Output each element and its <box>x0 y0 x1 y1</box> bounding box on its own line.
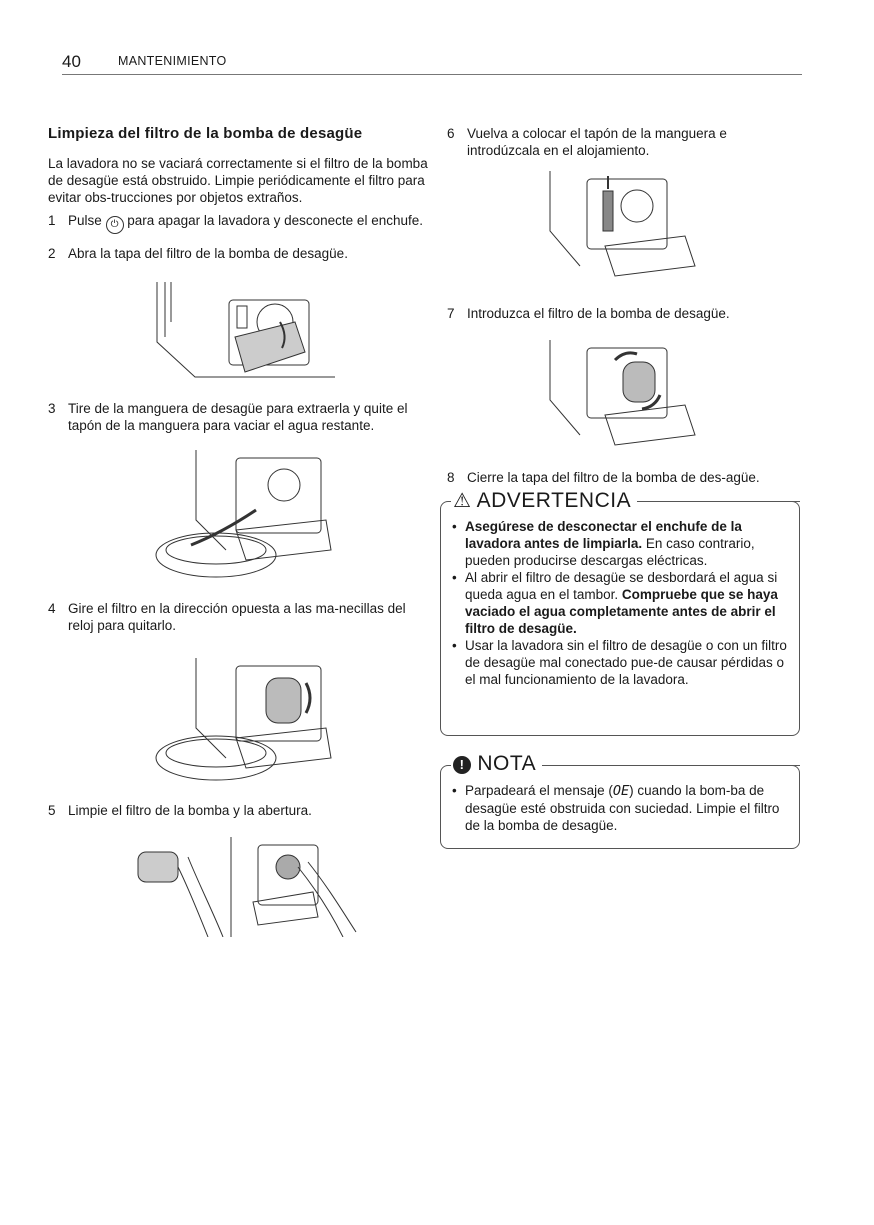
figure-insert-filter <box>545 340 705 455</box>
warning-title: ADVERTENCIA <box>476 489 632 512</box>
right-column <box>447 125 797 486</box>
intro-paragraph: La lavadora no se vaciará correctamente si el filtro de la bomba de desagüe está obstruido. Limpie periódicamente el filtro para evitar obs-trucciones por objetos extraños. <box>48 156 428 205</box>
step-number: 8 <box>447 470 455 485</box>
figure-reinsert-hose <box>545 171 705 291</box>
note-box <box>440 752 800 849</box>
page-number: 40 <box>62 52 81 71</box>
step-text: Gire el filtro en la dirección opuesta a las ma-necillas del reloj para quitarlo. <box>68 601 406 633</box>
step-number: 7 <box>447 306 455 321</box>
step-6 <box>447 125 797 159</box>
section-title: MANTENIMIENTO <box>118 54 227 68</box>
step-2 <box>48 245 430 262</box>
step-text: Limpie el filtro de la bomba y la abertura. <box>68 803 312 818</box>
step-text: Tire de la manguera de desagüe para extraerla y quite el tapón de la manguera para vaciar el agua restante. <box>68 401 408 433</box>
warning-list <box>441 518 799 688</box>
power-icon: ⏻ <box>106 216 124 234</box>
step-text: Pulse <box>68 213 106 228</box>
step-4 <box>48 600 430 634</box>
step-5 <box>48 802 430 819</box>
section-heading: Limpieza del filtro de la bomba de desagüe <box>48 125 363 142</box>
error-code: OE <box>612 783 630 799</box>
figure-clean-filter <box>128 837 378 937</box>
step-3 <box>48 400 430 434</box>
page-header <box>62 52 802 75</box>
figure-open-cover <box>155 282 355 382</box>
note-item: • Parpadeará el mensaje (OE) cuando la bom-ba de desagüe esté obstruida con suciedad. Limpie el filtro de la bomba de desagüe. <box>465 782 789 834</box>
step-number: 3 <box>48 401 56 416</box>
warning-icon: ⚠ <box>453 490 472 512</box>
step-text: para apagar la lavadora y desconecte el enchufe. <box>123 213 423 228</box>
step-8 <box>447 469 797 486</box>
step-number: 1 <box>48 213 56 228</box>
step-7 <box>447 305 797 322</box>
note-icon: ! <box>453 756 471 774</box>
step-1 <box>48 212 430 234</box>
step-text: Abra la tapa del filtro de la bomba de desagüe. <box>68 246 348 261</box>
step-text: Cierre la tapa del filtro de la bomba de des-agüe. <box>467 470 760 485</box>
warning-box <box>440 489 800 736</box>
step-text: Vuelva a colocar el tapón de la manguera e introdúzcala en el alojamiento. <box>467 126 727 158</box>
warning-item: • Al abrir el filtro de desagüe se desbordará el agua si queda agua en el tambor. Compruebe que se haya vaciado el agua completamente antes de abrir el filtro de desagüe. <box>465 569 789 637</box>
figure-remove-filter <box>146 658 336 788</box>
note-title: NOTA <box>477 752 537 775</box>
step-number: 6 <box>447 126 455 141</box>
step-number: 4 <box>48 601 56 616</box>
step-text: Introduzca el filtro de la bomba de desagüe. <box>467 306 730 321</box>
warning-item: • Asegúrese de desconectar el enchufe de la lavadora antes de limpiarla. En caso contrario, pueden producirse descargas eléctricas. <box>465 518 789 569</box>
step-number: 5 <box>48 803 56 818</box>
step-number: 2 <box>48 246 56 261</box>
left-column <box>48 125 430 937</box>
warning-item: • Usar la lavadora sin el filtro de desagüe o con un filtro de desagüe mal conectado pue-de causar pérdidas o el mal funcionamiento de la lavadora. <box>465 637 789 688</box>
figure-drain-hose <box>146 450 336 590</box>
note-list <box>441 782 799 834</box>
